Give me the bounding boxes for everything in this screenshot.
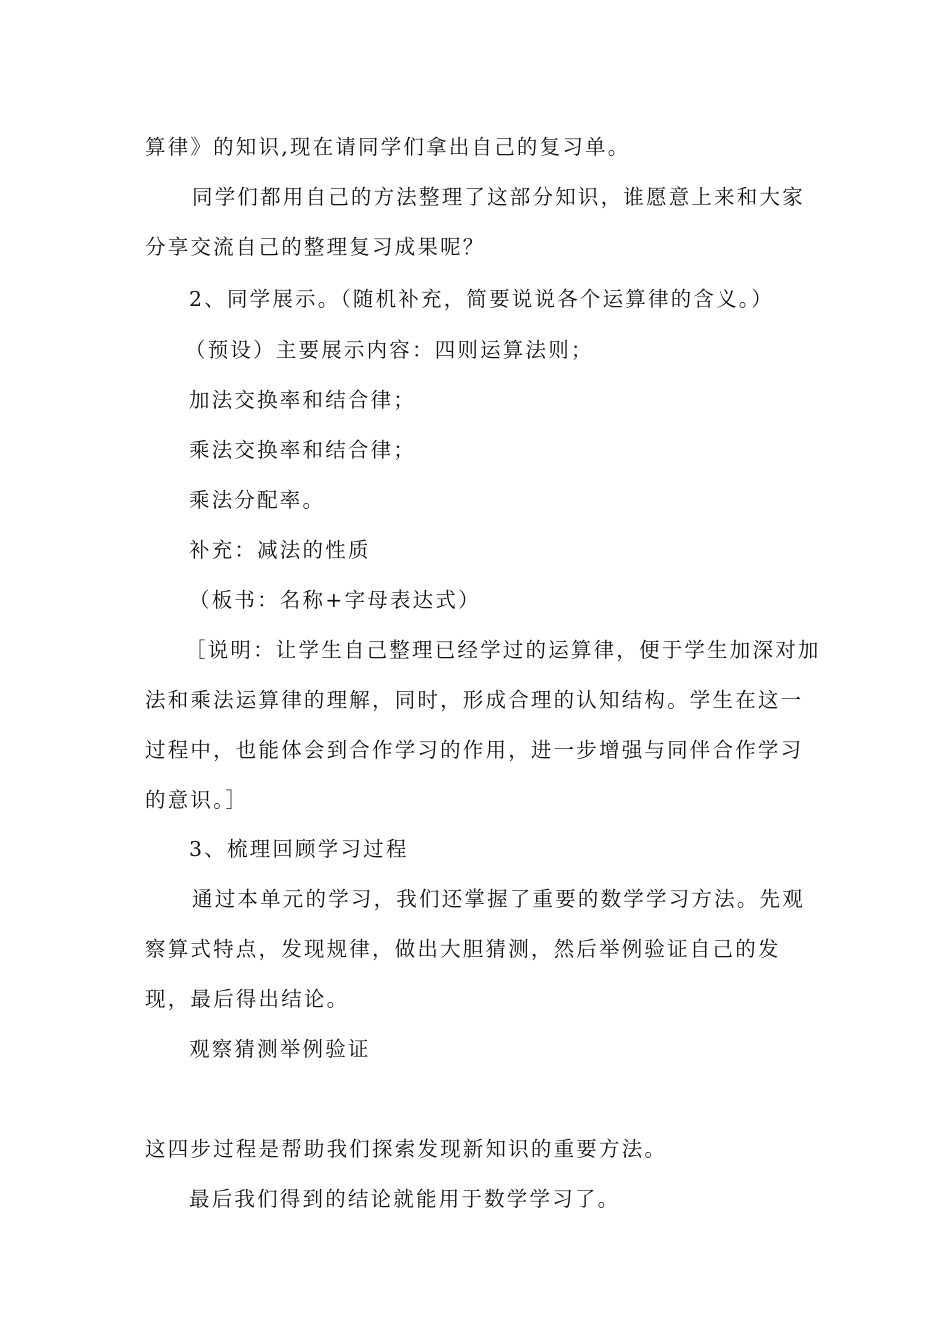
list-item: 加法交换率和结合律； xyxy=(189,388,416,412)
note-line: 的意识。］ xyxy=(145,788,249,812)
paragraph-line: 这四步过程是帮助我们探索发现新知识的重要方法。 xyxy=(145,1137,668,1161)
paragraph-line: 通过本单元的学习，我们还掌握了重要的数学学习方法。先观 xyxy=(192,887,805,911)
paragraph-line: （板书：名称+字母表达式） xyxy=(189,588,481,612)
list-item: 乘法交换率和结合律； xyxy=(189,438,416,462)
section-heading: 3、梳理回顾学习过程 xyxy=(189,837,409,861)
note-line: ［说明：让学生自己整理已经学过的运算律，便于学生加深对加 xyxy=(185,638,821,662)
paragraph-line: 分享交流自己的整理复习成果呢？ xyxy=(145,235,486,259)
note-line: 法和乘法运算律的理解，同时，形成合理的认知结构。学生在这一 xyxy=(145,688,804,712)
section-heading: 2、同学展示。（随机补充，简要说说各个运算律的含义。） xyxy=(189,287,774,311)
paragraph-line: 现，最后得出结论。 xyxy=(145,987,350,1011)
list-item: 乘法分配率。 xyxy=(189,488,326,512)
paragraph-line: 察算式特点，发现规律，做出大胆猜测，然后举例验证自己的发 xyxy=(145,937,781,961)
paragraph-line: 算律》的知识,现在请同学们拿出自己的复习单。 xyxy=(145,135,631,159)
note-line: 过程中，也能体会到合作学习的作用，进一步增强与同伴合作学习 xyxy=(145,738,804,762)
paragraph-line: 同学们都用自己的方法整理了这部分知识，谁愿意上来和大家 xyxy=(192,185,805,209)
paragraph-line: （预设）主要展示内容：四则运算法则； xyxy=(185,338,594,362)
list-item: 补充：减法的性质 xyxy=(189,538,371,562)
paragraph-line: 最后我们得到的结论就能用于数学学习了。 xyxy=(189,1187,621,1211)
paragraph-line: 观察猜测举例验证 xyxy=(189,1037,371,1061)
